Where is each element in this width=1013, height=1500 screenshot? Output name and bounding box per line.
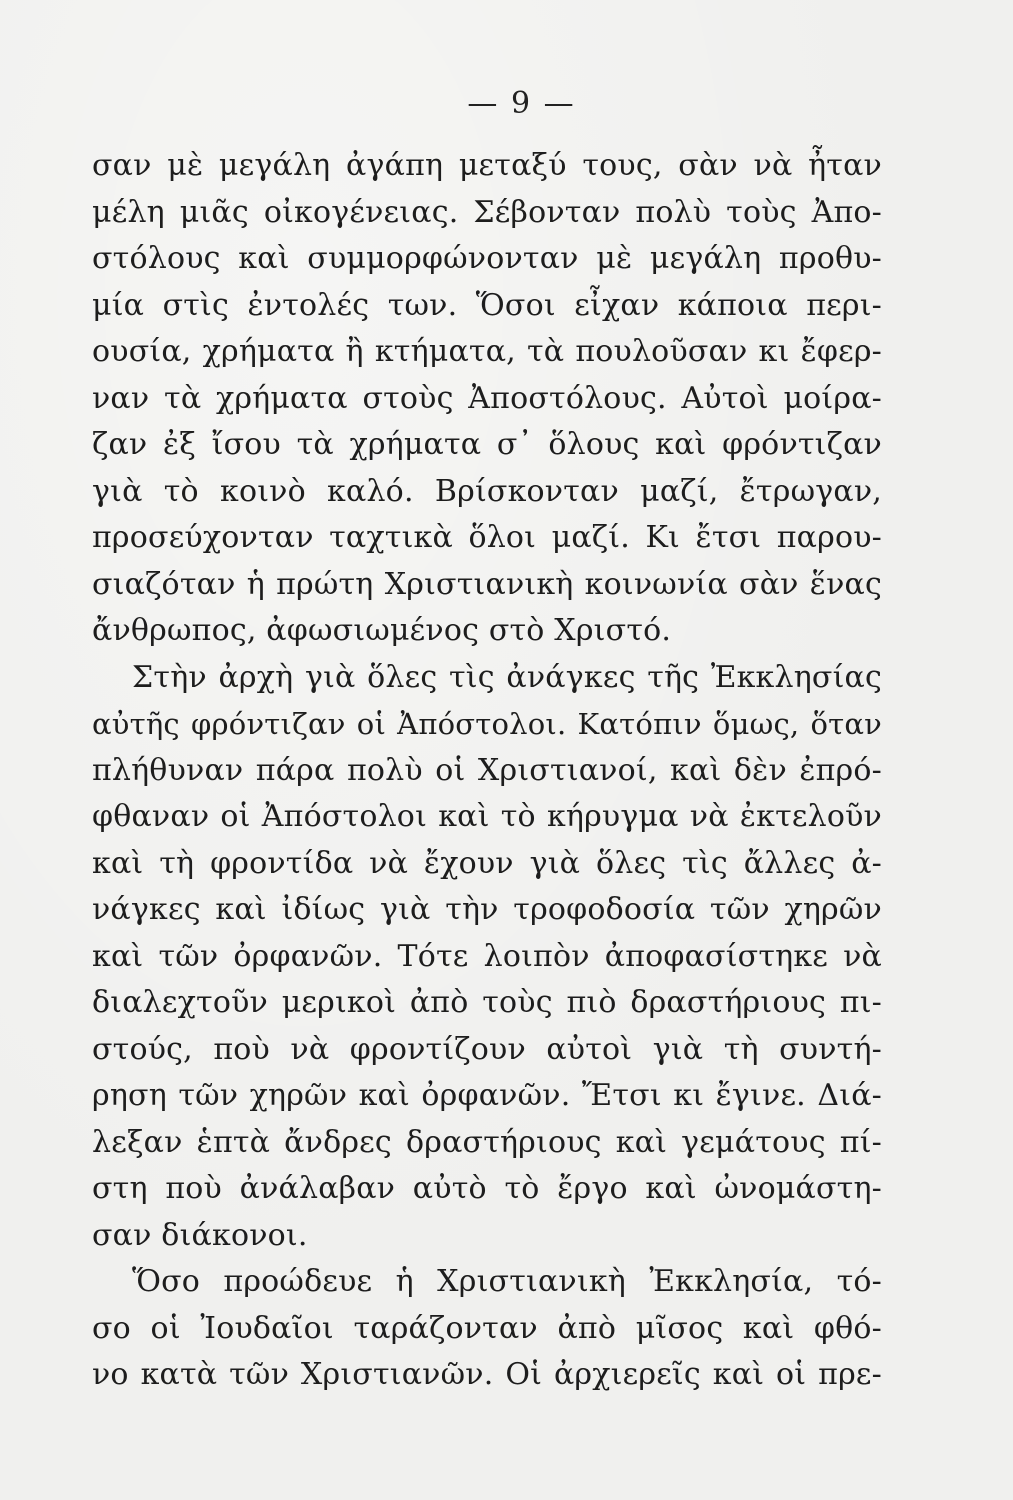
text-line: σαν μὲ μεγάλη ἀγάπη μεταξύ τους, σὰν νὰ ἦταν xyxy=(92,148,882,183)
text-line: ουσία, χρήματα ἢ κτήματα, τὰ πουλοῦσαν κι ἔφερ- xyxy=(92,334,882,369)
text-line: πλήθυναν πάρα πολὺ οἱ Χριστιανοί, καὶ δὲν ἐπρό- xyxy=(92,752,882,788)
text-line: σιαζόταν ἡ πρώτη Χριστιανικὴ κοινωνία σὰν ἕνας xyxy=(92,566,882,602)
paragraph-end-line: σαν διάκονοι. xyxy=(92,1217,308,1253)
text-line: ναν τὰ χρήματα στοὺς Ἀποστόλους. Αὐτοὶ μοίρα- xyxy=(92,380,882,416)
paragraph-end-line: ἄνθρωπος, ἀφωσιωμένος στὸ Χριστό. xyxy=(92,613,672,648)
text-line: νο κατὰ τῶν Χριστιανῶν. Οἱ ἀρχιερεῖς καὶ οἱ πρε- xyxy=(92,1357,882,1392)
text-line: διαλεχτοῦν μερικοὶ ἀπὸ τοὺς πιὸ δραστήριους πι- xyxy=(92,985,882,1020)
text-line: νάγκες καὶ ἰδίως γιὰ τὴν τροφοδοσία τῶν χηρῶν xyxy=(92,892,882,927)
text-line: μέλη μιᾶς οἰκογένειας. Σέβονταν πολὺ τοὺς Ἀπο- xyxy=(92,194,882,230)
text-line: ρηση τῶν χηρῶν καὶ ὀρφανῶν. Ἔτσι κι ἔγινε. Διά- xyxy=(92,1078,882,1113)
text-line: καὶ τῶν ὀρφανῶν. Τότε λοιπὸν ἀποφασίστηκε νὰ xyxy=(92,938,882,974)
text-line: σο οἱ Ἰουδαῖοι ταράζονταν ἀπὸ μῖσος καὶ φθό- xyxy=(92,1310,882,1346)
body-text xyxy=(92,143,882,1399)
text-line: λεξαν ἑπτὰ ἄνδρες δραστήριους καὶ γεμάτους πί- xyxy=(92,1124,882,1160)
paragraph-start-line: Στὴν ἀρχὴ γιὰ ὅλες τὶς ἀνάγκες τῆς Ἐκκλησίας xyxy=(132,659,882,695)
text-line: μία στὶς ἐντολές των. Ὅσοι εἶχαν κάποια περι- xyxy=(92,287,882,323)
text-line: στη ποὺ ἀνάλαβαν αὐτὸ τὸ ἔργο καὶ ὠνομάστη- xyxy=(92,1171,882,1206)
text-line: αὐτῆς φρόντιζαν οἱ Ἀπόστολοι. Κατόπιν ὅμως, ὅταν xyxy=(92,707,882,741)
text-line: προσεύχονταν ταχτικὰ ὅλοι μαζί. Κι ἔτσι παρου- xyxy=(92,520,882,555)
paragraph-start-line: Ὅσο προώδευε ἡ Χριστιανικὴ Ἐκκλησία, τό- xyxy=(132,1264,882,1299)
text-line: φθαναν οἱ Ἀπόστολοι καὶ τὸ κήρυγμα νὰ ἐκτελοῦν xyxy=(92,799,882,834)
text-line: στούς, ποὺ νὰ φροντίζουν αὐτοὶ γιὰ τὴ συντή- xyxy=(92,1031,882,1067)
page-number: — 9 — xyxy=(467,86,576,121)
text-line: γιὰ τὸ κοινὸ καλό. Βρίσκονταν μαζί, ἔτρωγαν, xyxy=(92,473,882,509)
text-line: καὶ τὴ φροντίδα νὰ ἔχουν γιὰ ὅλες τὶς ἄλλες ἀ- xyxy=(92,845,882,881)
text-line: στόλους καὶ συμμορφώνονταν μὲ μεγάλη προθυ- xyxy=(92,241,882,276)
text-line: ζαν ἐξ ἴσου τὰ χρήματα σ᾽ ὅλους καὶ φρόντιζαν xyxy=(92,427,882,462)
